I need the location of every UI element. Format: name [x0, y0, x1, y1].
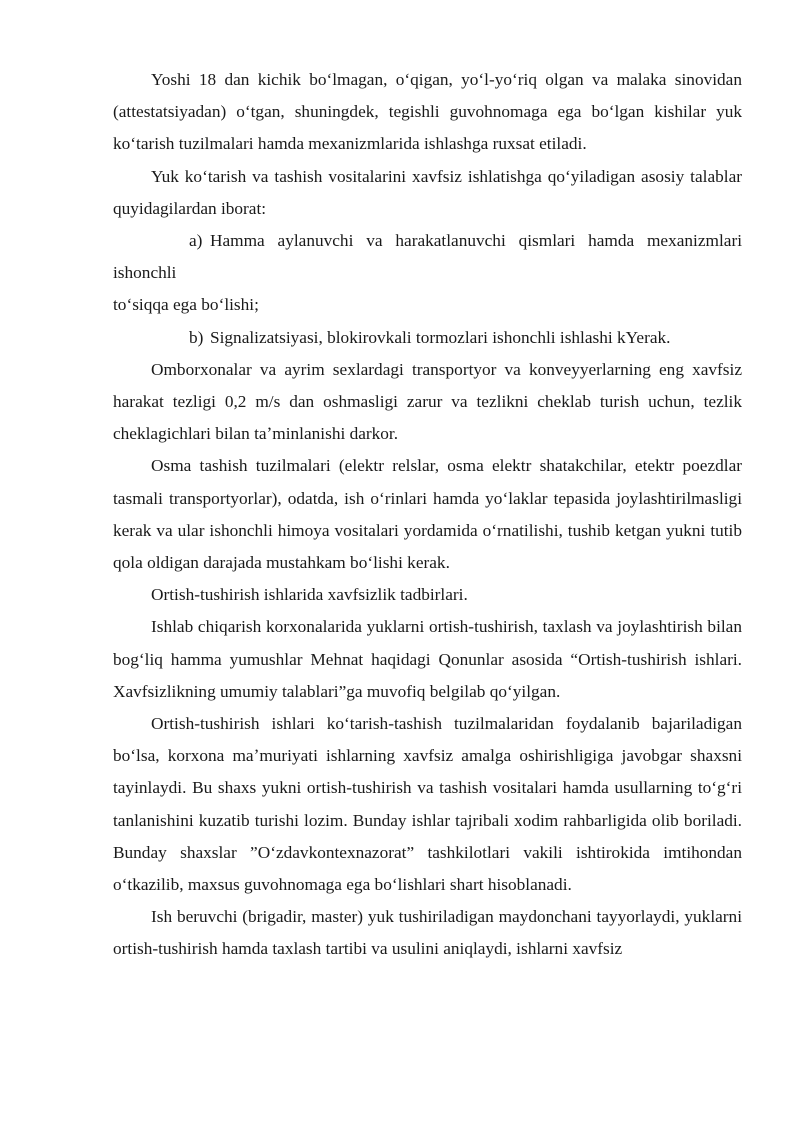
paragraph-requirements-intro: Yuk koʻtarish va tashish vositalarini xavfsiz ishlatishga qoʻyiladigan asosiy talablar quyidagilardan iborat:	[113, 166, 742, 218]
list-item-a-text: Hamma aylanuvchi va harakatlanuvchi qismlari hamda mexanizmlari ishonchli	[113, 231, 742, 283]
paragraph-eligibility: Yoshi 18 dan kichik boʻlmagan, oʻqigan, yoʻl-yoʻriq olgan va malaka sinovidan (attestatsiyadan) oʻtgan, shuningdek, tegishli guvohnomaga ega boʻlgan kishilar yuk koʻtarish tuzilmalari hamda mexanizmlarida ishlashga ruxsat etiladi.	[113, 70, 742, 154]
list-marker-b: b)	[189, 327, 204, 347]
paragraph-responsible-person: Ortish-tushirish ishlari koʻtarish-tashish tuzilmalaridan foydalanib bajariladigan boʻlsa, korxona maʼmuriyati ishlarning xavfsiz amalga oshirishligiga javobgar shaxsni tayinlaydi. Bu shaxs yukni ortish-tushirish va tashish vositalari hamda usullarning toʻgʻri tanlanishini kuzatib turishi lozim. Bunday ishlar tajribali xodim rahbarligida olib boriladi. Bunday shaxslar ”Oʻzdavkontexnazorat” tashkilotlari vakili ishtirokida imtihondan oʻtkazilib, maxsus guvohnomaga ega boʻlishlari shart hisoblanadi.	[113, 714, 742, 895]
paragraph-loading-regulations: Ishlab chiqarish korxonalarida yuklarni ortish-tushirish, taxlash va joylashtirish bilan bogʻliq hamma yumushlar Mehnat haqidagi Qonunlar asosida “Ortish-tushirish ishlari. Xavfsizlikning umumiy talablari”ga muvofiq belgilab qoʻyilgan.	[113, 617, 742, 701]
paragraph-overhead-transport: Osma tashish tuzilmalari (elektr relslar, osma elektr shatakchilar, etektr poezdlar tasmali transportyorlar), odatda, ish oʻrinlari hamda yoʻlaklar tepasida joylashtirilmasligi kerak va ular ishonchli himoya vositalari yordamida oʻrnatilishi, tushib ketgan yukni tutib qola oldigan darajada mustahkam boʻlishi kerak.	[113, 456, 742, 573]
list-item-b	[113, 322, 742, 354]
paragraph-employer-duties: Ish beruvchi (brigadir, master) yuk tushiriladigan maydonchani tayyorlaydi, yuklarni ortish-tushirish hamda taxlash tartibi va usulini aniqlaydi, ishlarni xavfsiz	[113, 907, 742, 959]
paragraph-conveyor-speed: Omborxonalar va ayrim sexlardagi transportyor va konveyyerlarning eng xavfsiz harakat tezligi 0,2 m/s dan oshmasligi zarur va tezlikni cheklab turish uchun, tezlik cheklagichlari bilan taʼminlanishi darkor.	[113, 359, 742, 444]
document-page	[113, 64, 742, 966]
list-item-a	[113, 225, 742, 289]
list-marker-a: a)	[189, 231, 203, 251]
list-item-a-continuation: toʻsiqqa ega boʻlishi;	[113, 295, 259, 315]
list-item-b-text: Signalizatsiyasi, blokirovkali tormozlari ishonchli ishlashi kYerak.	[210, 327, 671, 347]
section-heading-loading-safety: Ortish-tushirish ishlarida xavfsizlik tadbirlari.	[151, 585, 468, 605]
